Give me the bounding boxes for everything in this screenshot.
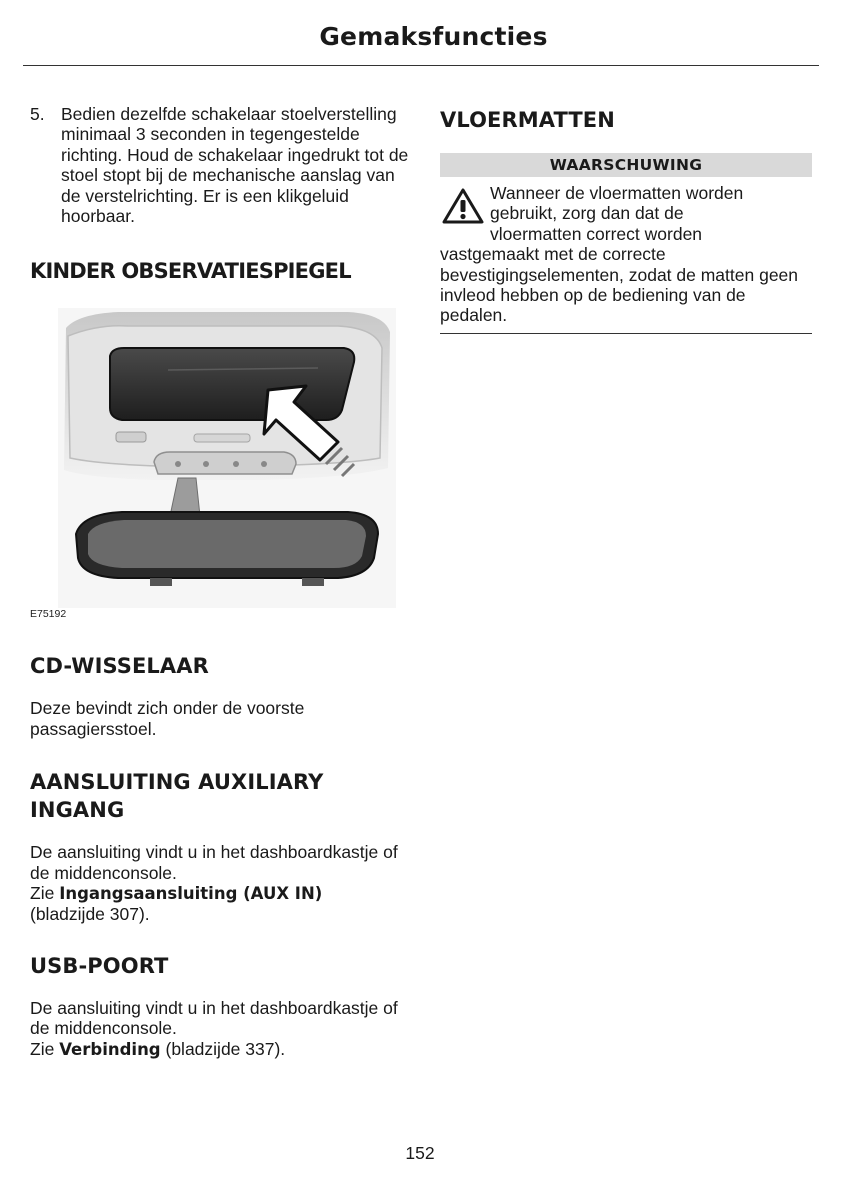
figure-code: E75192	[30, 608, 67, 621]
usb-description: De aansluiting vindt u in het dashboardkastje of de middenconsole.	[30, 997, 398, 1039]
page-number: 152	[405, 1143, 435, 1163]
usb-ref-page: (bladzijde 337).	[165, 1038, 286, 1059]
header-rule	[23, 65, 819, 66]
warning-line-3: vloermatten correct worden	[490, 223, 703, 244]
aux-heading-line2: INGANG	[30, 798, 125, 823]
mirror-illustration	[58, 308, 396, 608]
rear-view-mirror-illustration	[58, 308, 396, 608]
aux-text	[30, 842, 410, 925]
instruction-step	[30, 104, 410, 226]
usb-ref-link[interactable]: Verbinding	[59, 1039, 161, 1059]
warning-text-rest: vastgemaakt met de correcte bevestigingselementen, zodat de matten geen invleod hebben op de bediening van de pedalen.	[440, 244, 799, 326]
warning-line-2: gebruikt, zorg dan dat de	[490, 203, 684, 224]
usb-text	[30, 998, 410, 1060]
left-column	[30, 104, 410, 1060]
step-text: Bedien dezelfde schakelaar stoelverstelling minimaal 3 seconden in tegengestelde richting. Houd de schakelaar ingedrukt tot de stoel stopt bij de mechanische aanslag van de verstelrichting. Er is een klikgeluid hoorbaar.	[61, 104, 409, 227]
aux-ref-link[interactable]: Ingangsaansluiting (AUX IN)	[59, 884, 323, 904]
warning-triangle-icon	[441, 187, 485, 225]
warning-bottom-rule	[440, 333, 812, 334]
cd-changer-heading: CD-WISSELAAR	[30, 654, 209, 679]
right-column	[440, 104, 812, 334]
floor-mats-heading: VLOERMATTEN	[440, 108, 615, 132]
aux-ref-prefix: Zie	[30, 883, 55, 904]
step-number: 5.	[30, 104, 45, 124]
usb-port-heading: USB-POORT	[30, 953, 169, 978]
warning-box	[440, 183, 812, 326]
page-header-title: Gemaksfuncties	[319, 22, 548, 51]
usb-ref-prefix: Zie	[30, 1038, 55, 1059]
mirror-heading: KINDER OBSERVATIESPIEGEL	[30, 259, 351, 284]
aux-ref-page: (bladzijde 307).	[30, 904, 150, 925]
aux-heading-line1: AANSLUITING AUXILIARY	[30, 770, 324, 795]
warning-label: WAARSCHUWING	[440, 153, 812, 177]
aux-description: De aansluiting vindt u in het dashboardkastje of de middenconsole.	[30, 842, 398, 883]
warning-line-1: Wanneer de vloermatten worden	[490, 183, 744, 203]
cd-changer-text: Deze bevindt zich onder de voorste passagiersstoel.	[30, 698, 305, 739]
